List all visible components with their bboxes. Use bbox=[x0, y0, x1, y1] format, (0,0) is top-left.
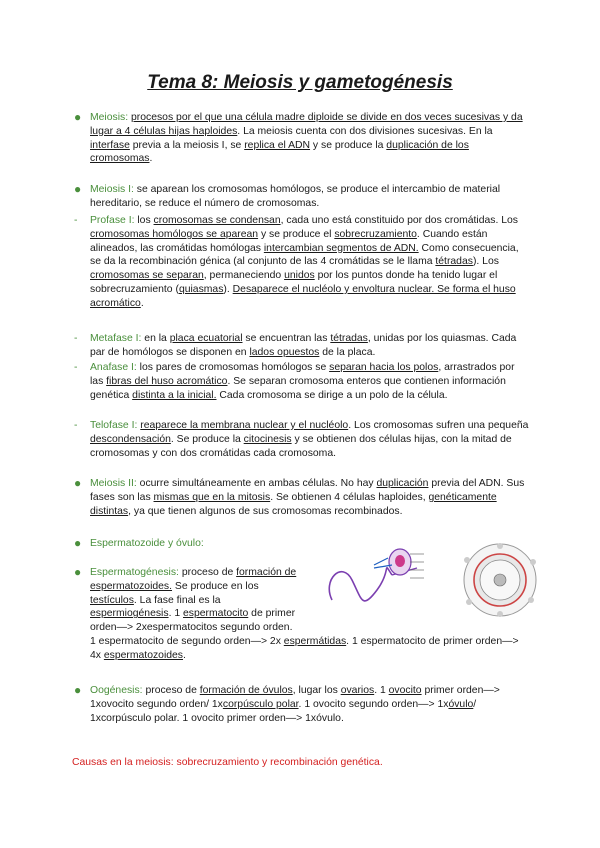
text: . La meiosis cuenta con dos divisiones sucesivas. En la bbox=[237, 125, 493, 137]
dash-marker: - bbox=[74, 362, 78, 373]
text: , unidas por los quiasmas. Cada par de homólogos se disponen en bbox=[90, 333, 517, 358]
term-meiosis-1: Meiosis I: bbox=[90, 184, 134, 195]
text-u: sobrecruzamiento bbox=[334, 228, 417, 240]
text-u: óvulo bbox=[448, 698, 474, 710]
text-u: distinta a la inicial. bbox=[132, 389, 217, 401]
text-u: citocinesis bbox=[243, 433, 292, 445]
term-meiosis: Meiosis: bbox=[90, 112, 129, 123]
term-anafase: Anafase I: bbox=[90, 362, 137, 373]
text-u: duplicación de los cromosomas bbox=[90, 139, 469, 165]
text-u: espermátidas bbox=[283, 635, 347, 647]
text: de primer orden—> 2xespermatocitos segundo orden. 1 espermatocito de segundo orden—> 2x bbox=[90, 608, 296, 647]
text: ). Los bbox=[472, 256, 499, 268]
text: , permaneciendo bbox=[203, 270, 285, 282]
text-u: fibras del huso acromático bbox=[106, 375, 228, 387]
text: primer orden—> 1xovocito segundo orden/ 1x bbox=[90, 685, 500, 710]
text: Se produce en los bbox=[172, 580, 259, 592]
bullet-dot: ● bbox=[74, 565, 82, 579]
bullet-dot: ● bbox=[74, 683, 82, 697]
text: se aparean los cromosomas homólogos, se produce el intercambio de material hereditario, se reduce el número de cromosomas. bbox=[90, 184, 501, 209]
text: . bbox=[183, 649, 186, 661]
text: Cada cromosoma se dirige a un polo de la célula. bbox=[216, 389, 448, 401]
text-u: descondensación bbox=[90, 433, 171, 445]
text: / 1xcorpúsculo polar. 1 ovocito primer orden—> 1xóvulo. bbox=[90, 698, 477, 724]
text-u: espermatocito bbox=[183, 608, 249, 620]
text: previa del ADN. Sus fases son las bbox=[90, 478, 525, 503]
ovule-illustration bbox=[455, 540, 545, 620]
dash-marker: - bbox=[74, 215, 78, 226]
text-u: quiasmas bbox=[178, 283, 224, 295]
term-telofase: Telofase I: bbox=[90, 420, 138, 431]
term-meiosis-2: Meiosis II: bbox=[90, 478, 137, 489]
text: , arrastrados por las bbox=[90, 362, 515, 387]
text-u: cromosomas homólogos se aparean bbox=[90, 228, 259, 240]
text: , lugar los bbox=[292, 685, 341, 696]
ovule-nucleus bbox=[494, 574, 506, 586]
text: se encuentran las bbox=[242, 333, 331, 344]
sperm-nucleus bbox=[395, 555, 405, 567]
bullet-dot: ● bbox=[74, 536, 82, 550]
text: por los puntos donde ha tenido lugar el sobrecruzamiento ( bbox=[90, 270, 498, 295]
text: , ya que tienen algunos de sus cromosomas recombinados. bbox=[128, 505, 403, 517]
text-u: espermatozoides bbox=[103, 649, 184, 661]
text-u: replica el ADN bbox=[244, 139, 311, 151]
text: proceso de bbox=[142, 685, 200, 696]
bullet-oogenesis bbox=[74, 683, 530, 725]
text-u: separan hacia los polos bbox=[329, 362, 439, 373]
text-u: mismas que en la mitosis bbox=[153, 491, 271, 503]
text-u: duplicación bbox=[376, 478, 429, 489]
text-u: formación de óvulos bbox=[199, 685, 293, 696]
text: y se produce la bbox=[310, 139, 387, 151]
dash-marker: - bbox=[74, 420, 78, 431]
text: . 1 bbox=[168, 608, 184, 620]
dash-telofase bbox=[74, 419, 530, 460]
text-u: testículos bbox=[90, 594, 134, 606]
bullet-meiosis-1 bbox=[74, 182, 530, 211]
sperm-tail bbox=[329, 568, 392, 601]
text-u: cromosomas se condensan bbox=[153, 215, 281, 226]
text-u: formación de espermatozoides. bbox=[90, 567, 297, 592]
text: y se produce el bbox=[258, 228, 335, 240]
text-u: lados opuestos bbox=[249, 346, 320, 358]
text: , cada uno está constituido por dos cromátidas. Los bbox=[280, 215, 519, 226]
dash-anafase bbox=[74, 361, 530, 402]
term-espermatogenesis: Espermatogénesis: bbox=[90, 567, 179, 578]
text-u: ovarios bbox=[340, 685, 375, 696]
bullet-dot: ● bbox=[74, 110, 82, 124]
text: proceso de bbox=[178, 567, 237, 578]
text: . bbox=[140, 297, 144, 309]
text-u: ovocito bbox=[388, 685, 422, 696]
text: . Se produce la bbox=[170, 433, 244, 445]
bullet-dot: ● bbox=[74, 182, 82, 196]
bullet-meiosis bbox=[74, 110, 530, 166]
text-u: procesos por el que una célula madre diploide se divide en dos veces sucesivas y da lugar a 4 células hijas haploides bbox=[90, 112, 523, 137]
bullet-meiosis-2 bbox=[74, 476, 530, 518]
text: . La fase final es la bbox=[133, 594, 221, 606]
text: . 1 ovocito segundo orden—> 1x bbox=[298, 698, 449, 710]
text-u: genéticamente distintas bbox=[90, 491, 497, 517]
text-u: interfase bbox=[90, 139, 130, 151]
text: . 1 bbox=[374, 685, 389, 696]
text: ). bbox=[223, 283, 233, 295]
text-u: tétradas bbox=[330, 333, 368, 344]
text-u: espermiogénesis bbox=[90, 608, 169, 620]
text: . bbox=[149, 153, 153, 165]
dash-marker: - bbox=[74, 333, 78, 344]
text-u: tétradas bbox=[435, 256, 473, 268]
text-u: intercambian segmentos de ADN. bbox=[263, 242, 419, 254]
text: . 1 espermatocito de primer orden—> 4x bbox=[90, 635, 519, 661]
text: los pares de cromosomas homólogos se bbox=[136, 362, 330, 373]
text: los bbox=[134, 215, 154, 226]
text: ocurre simultáneamente en ambas células. No hay bbox=[136, 478, 377, 489]
causas-meiosis: Causas en la meiosis: sobrecruzamiento y recombinación genética. bbox=[72, 757, 383, 768]
dash-metafase bbox=[74, 332, 530, 360]
bullet-dot: ● bbox=[74, 476, 82, 490]
term-profase: Profase I: bbox=[90, 215, 135, 226]
text: previa a la meiosis I, se bbox=[129, 139, 245, 151]
text: . Cuando están alineados, las cromátidas homólogas bbox=[90, 228, 488, 254]
text-u: placa ecuatorial bbox=[169, 333, 243, 344]
text-u: reaparece la membrana nuclear y el nucléolo bbox=[140, 420, 349, 431]
text: . Los cromosomas sufren una pequeña bbox=[348, 420, 529, 431]
text: . Se obtienen 4 células haploides, bbox=[270, 491, 429, 503]
page-title: Tema 8: Meiosis y gametogénesis bbox=[147, 72, 453, 93]
text: . Se separan cromosoma enteros que contienen información genética bbox=[90, 375, 506, 401]
text: de la placa. bbox=[319, 346, 376, 358]
term-metafase: Metafase I: bbox=[90, 333, 142, 344]
dash-profase bbox=[74, 214, 530, 311]
text-u: unidos bbox=[284, 270, 315, 282]
term-oogenesis: Oogénesis: bbox=[90, 685, 143, 696]
text: y se obtienen dos células hijas, con la mitad de cromosomas y con dos cromátidas cada cromosoma. bbox=[90, 433, 512, 459]
text-u: corpúsculo polar bbox=[222, 698, 299, 710]
term-espermatozoide-ovulo: Espermatozoide y óvulo: bbox=[90, 538, 204, 549]
text-u: cromosomas se separan bbox=[90, 270, 204, 282]
text: Como consecuencia, se da la recombinación génica (al conjunto de las 4 cromátidas se le llama bbox=[90, 242, 519, 268]
text-u: Desaparece el nucléolo y envoltura nuclear. Se forma el huso acromático bbox=[90, 283, 516, 309]
text: en la bbox=[141, 333, 170, 344]
